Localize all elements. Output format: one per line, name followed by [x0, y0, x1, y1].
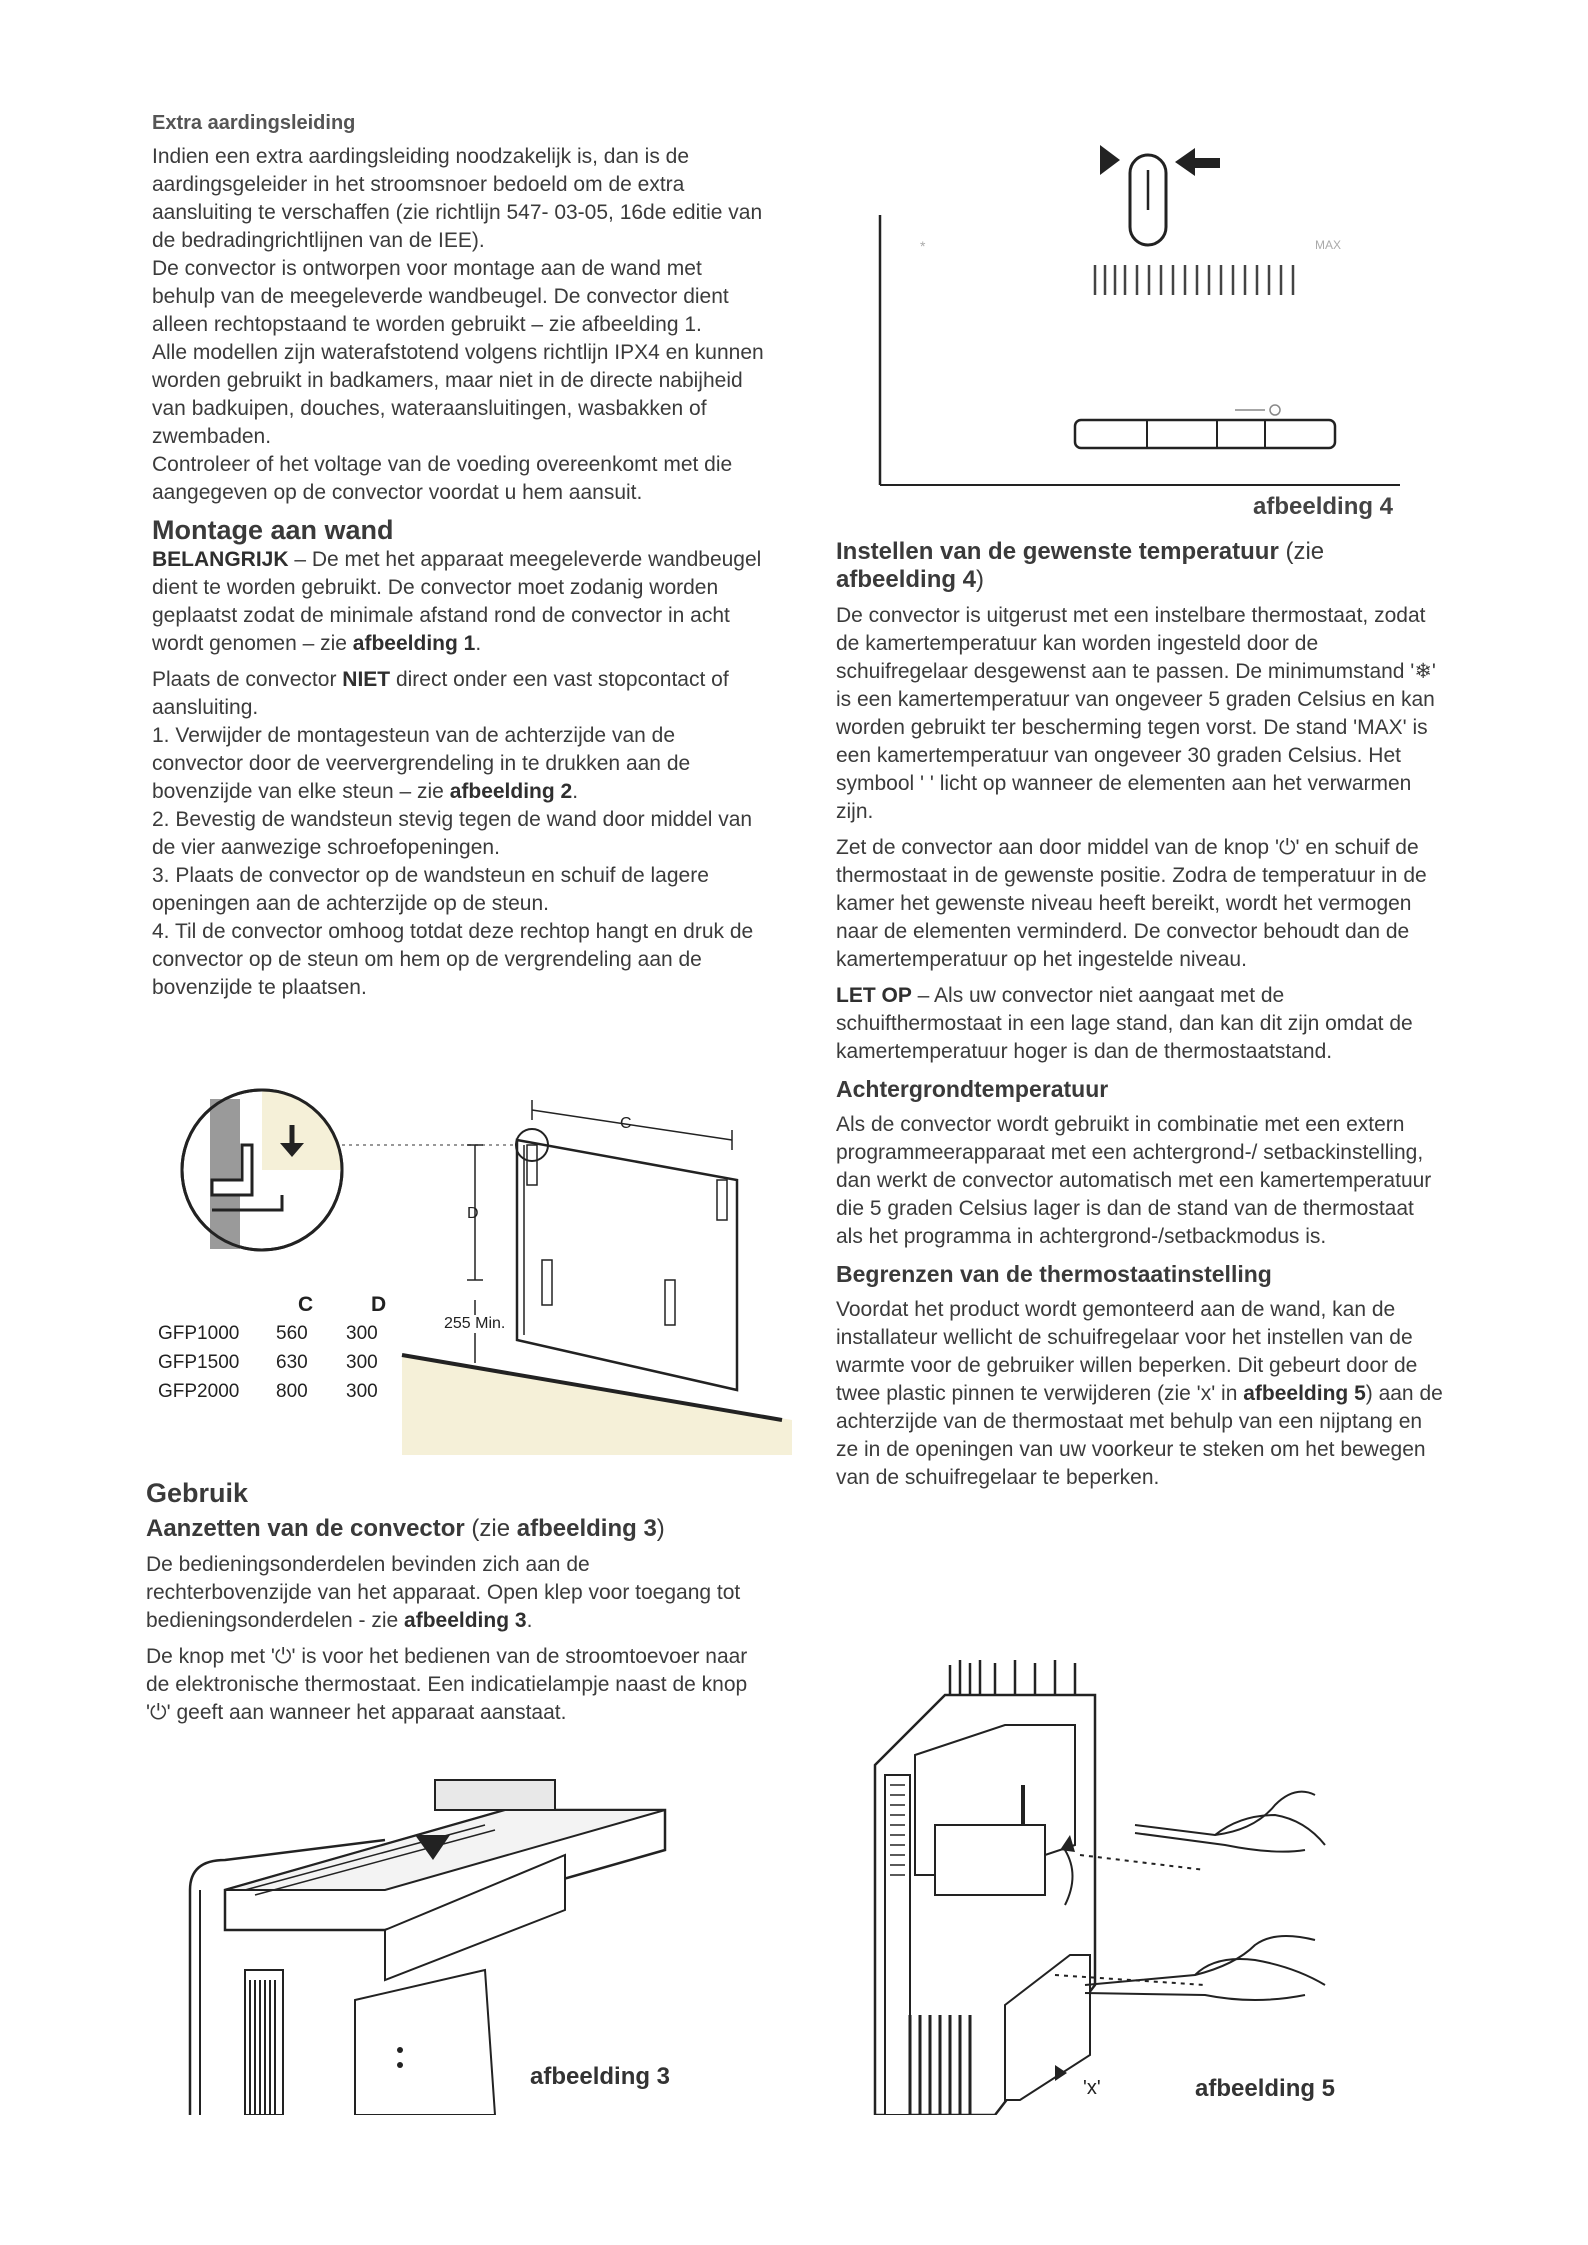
figure-4-caption: afbeelding 4	[1253, 493, 1394, 520]
dimensions-table	[158, 1290, 441, 1406]
figure-5-pins	[855, 1655, 1425, 2115]
thermostat-scale	[1095, 265, 1293, 295]
belangrijk-text: – De met het apparaat meegeleverde wandbeugel dient te worden gebruikt. De convector moet zodanig worden geplaatst zodat de minimale afstand rond de convector in acht wordt genomen – zie	[152, 548, 762, 655]
design-text: De convector is ontworpen voor montage aan de wand met behulp van de meegeleverde wandbeugel. De convector dient alleen rechtopstaand te worden gebruikt – zie afbeelding 1.	[152, 257, 729, 336]
belangrijk-label: BELANGRIJK	[152, 548, 289, 571]
dims-cell: 300	[346, 1322, 378, 1344]
figure-3-controls	[185, 1740, 745, 2115]
plaats-niet: NIET	[342, 668, 391, 691]
dims-cell: 300	[346, 1380, 378, 1402]
achtergrond-text: Als de convector wordt gebruikt in combinatie met een extern programmeerapparaat met een achtergrond-/ setbackinstelling, dan werkt de convector automatisch met een kamertemperatuur die 5 graden Celsius lager is dan de stand van de thermostaat als het programma in achtergrond-/setbackmodus is.	[836, 1113, 1432, 1248]
extra-aarding-text: Indien een extra aardingsleiding noodzakelijk is, dan is de aardingsgeleider in het stroomsnoer bedoeld om de extra aansluiting te verschaffen (zie richtlijn 547- 03-05, 16de editie van de bedradingrichtlijnen van de IEE).	[152, 145, 763, 252]
instellen-text: De convector is uitgerust met een instelbare thermostaat, zodat de kamertemperatuur kan worden ingesteld door de schuifregelaar desgewenst aan te passen. De minimumstand '❄' is een kamertemperatuur van ongeveer 5 graden Celsius en kan worden gebruikt ter bescherming tegen vorst. De stand 'MAX' is een kamertemperatuur van ongeveer 30 graden Celsius. Het symbool ' ' licht op wanneer de elementen aan het verwarmen zijn.	[836, 604, 1436, 823]
aanzetten-text-end: .	[526, 1609, 533, 1632]
belangrijk-ref: afbeelding 1	[352, 632, 476, 655]
aanzetten-ref-end: )	[656, 1515, 665, 1542]
fig1-c-label: C	[620, 1115, 632, 1132]
left-column	[152, 112, 767, 1002]
plaats-paragraph	[152, 666, 767, 722]
dims-header-c: C	[298, 1292, 314, 1316]
fig5-x-label: 'x'	[1083, 2077, 1101, 2099]
letop-text: – Als uw convector niet aangaat met de schuifthermostaat in een lage stand, dan kan dit zijn omdat de kamertemperatuur hoger is dan de thermostaatstand.	[836, 984, 1413, 1063]
aanzetten-ref: afbeelding 3	[516, 1515, 657, 1542]
begrenzen-post: ) aan de achterzijde van de thermostaat met behulp van een nijptang en ze in de openingen van uw voorkeur te steken om het bewegen van de schuifregelaar te beperken.	[836, 1382, 1443, 1489]
aanzetten-heading-line	[146, 1515, 761, 1543]
dims-cell: 630	[276, 1351, 308, 1373]
instellen-ref-end: )	[976, 566, 985, 593]
dims-cell: 300	[346, 1351, 378, 1373]
begrenzen-heading: Begrenzen van de thermostaatinstelling	[836, 1261, 1272, 1287]
fig1-min-label: 255 Min.	[444, 1315, 506, 1332]
aanzetten-ref-pre: (zie	[464, 1515, 517, 1542]
table-row	[158, 1348, 441, 1377]
figure-4-drawing	[875, 140, 1405, 490]
step-3: 3. Plaats de convector op de wandsteun en schuif de lagere openingen aan de achterzijde op de steun.	[152, 864, 709, 915]
table-row	[158, 1377, 441, 1406]
arrow-icon	[1100, 145, 1120, 175]
gebruik-heading: Gebruik	[146, 1478, 249, 1508]
step-1	[152, 722, 767, 806]
instellen-heading-line	[836, 538, 1446, 594]
letop-label: LET OP	[836, 984, 912, 1007]
table-row	[158, 1319, 441, 1348]
dims-cell: GFP1500	[158, 1351, 240, 1373]
dims-cell: GFP1000	[158, 1322, 240, 1344]
step1-text: 1. Verwijder de montagesteun van de achterzijde van de convector door de veervergrendeling in te drukken aan de bovenzijde van elke steun – zie	[152, 724, 691, 803]
aanzetten-text	[146, 1551, 761, 1635]
figure-3-caption: afbeelding 3	[530, 2063, 671, 2090]
belangrijk-end: .	[475, 632, 482, 655]
power-icon	[1270, 405, 1280, 415]
arrow-icon	[1175, 148, 1220, 176]
hand-pliers-bottom	[1085, 1936, 1325, 2000]
figure-4-thermostat	[875, 140, 1405, 530]
aanzetten-text-pre: De bedieningsonderdelen bevinden zich aan de rechterbovenzijde van het apparaat. Open klep voor toegang tot bedieningsonderdelen - zie	[146, 1553, 741, 1632]
letop-paragraph	[836, 982, 1446, 1066]
extra-aarding-heading: Extra aardingsleiding	[152, 112, 356, 134]
begrenzen-ref: afbeelding 5	[1243, 1382, 1366, 1405]
right-column	[836, 538, 1446, 1492]
figure-5-drawing	[855, 1655, 1425, 2115]
fig4-max-label: MAX	[1315, 238, 1342, 252]
plaats-post: direct onder een vast stopcontact of aansluiting.	[152, 668, 729, 719]
fig4-star-label: *	[920, 238, 926, 254]
montage-heading: Montage aan wand	[152, 515, 394, 545]
step1-end: .	[572, 780, 579, 803]
fig1-d-label: D	[467, 1205, 479, 1222]
dims-cell: GFP2000	[158, 1380, 240, 1402]
hand-pliers-top	[1135, 1792, 1325, 1852]
dims-cell: 800	[276, 1380, 308, 1402]
begrenzen-pre: Voordat het product wordt gemonteerd aan de wand, kan de installateur wellicht de schuifregelaar voor het instellen van de warmte voor de gebruiker willen beperken. Dit gebeurt door de twee plastic pinnen te verwijderen (zie 'x' in	[836, 1298, 1418, 1405]
knop-text: De knop met '⏻' is voor het bedienen van de stroomtoevoer naar de elektronische thermostaat. Een indicatielampje naast de knop '⏻' geeft aan wanneer het apparaat aanstaat.	[146, 1645, 748, 1724]
dims-header-row	[158, 1290, 441, 1319]
step1-ref: afbeelding 2	[449, 780, 573, 803]
aanzetten-heading: Aanzetten van de convector	[146, 1515, 465, 1542]
step-2: 2. Bevestig de wandsteun stevig tegen de wand door middel van de vier aanwezige schroefopeningen.	[152, 808, 753, 859]
instellen-heading: Instellen van de gewenste temperatuur	[836, 538, 1279, 565]
models-text: Alle modellen zijn waterafstotend volgens richtlijn IPX4 en kunnen worden gebruikt in badkamers, maar niet in de directe nabijheid van badkuipen, douches, wateraansluitingen, wasbakken of zwembaden.	[152, 341, 764, 448]
belangrijk-paragraph	[152, 546, 767, 658]
achtergrond-heading: Achtergrondtemperatuur	[836, 1076, 1109, 1102]
instellen-ref: afbeelding 4	[836, 566, 977, 593]
aanzetten-text-ref: afbeelding 3	[404, 1609, 527, 1632]
voltage-text: Controleer of het voltage van de voeding overeenkomt met die aangegeven op de convector voordat u hem aansuit.	[152, 453, 733, 504]
dims-header-d: D	[371, 1292, 387, 1316]
zet-text: Zet de convector aan door middel van de knop '⏻' en schuif de thermostaat in de gewenste positie. Zodra de temperatuur in de kamer het gewenste niveau heeft bereikt, wordt het vermogen naar de elementen verminderd. De convector behoudt dan de kamertemperatuur op het ingestelde niveau.	[836, 836, 1427, 971]
instellen-ref-pre: (zie	[1278, 538, 1325, 565]
figure-5-caption: afbeelding 5	[1195, 2075, 1336, 2102]
gebruik-section	[146, 1478, 761, 1727]
plaats-pre: Plaats de convector	[152, 668, 343, 691]
step-4: 4. Til de convector omhoog totdat deze rechtop hangt en druk de convector op de steun om hem op de vergrendeling aan de bovenzijde te plaatsen.	[152, 920, 754, 999]
dims-cell: 560	[276, 1322, 308, 1344]
begrenzen-paragraph	[836, 1296, 1446, 1492]
figure-3-drawing	[185, 1740, 745, 2115]
